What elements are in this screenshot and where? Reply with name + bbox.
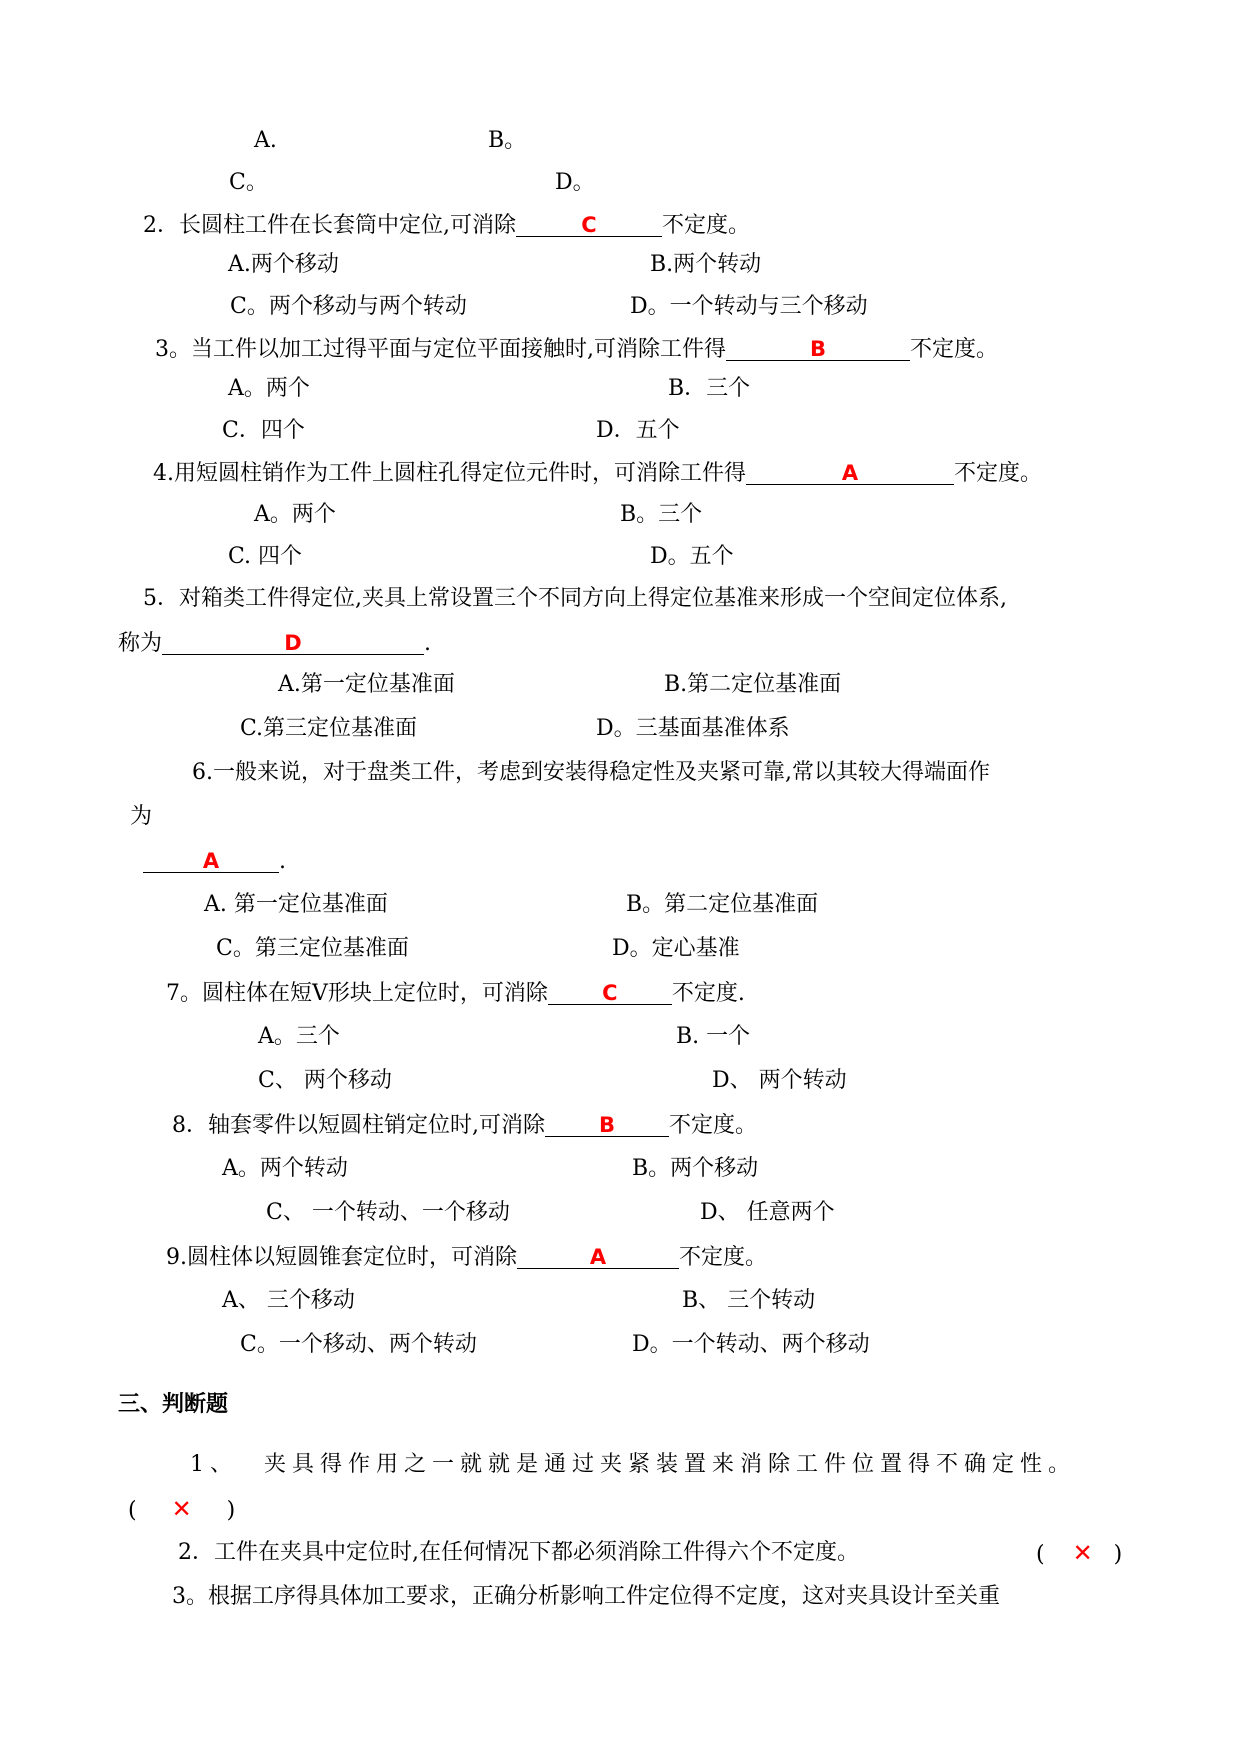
q5-option-a: A.第一定位基准面	[278, 672, 455, 697]
q3-option-c: C．四个	[222, 418, 305, 443]
q1-option-a: A.	[254, 128, 277, 153]
q9-option-b: B、 三个转动	[682, 1288, 816, 1313]
j2-open-paren: (	[1036, 1542, 1045, 1567]
j1-close-paren: )	[226, 1498, 236, 1523]
j1-answer-parens	[128, 1496, 235, 1524]
q3-answer-blank	[726, 336, 910, 361]
q8-option-d: D、 任意两个	[700, 1200, 835, 1225]
q3-option-a: A。两个	[228, 376, 310, 401]
j1-open-paren: (	[128, 1498, 137, 1523]
q8-option-a: A。两个转动	[222, 1156, 348, 1181]
q6-stem-cont: 为	[130, 804, 153, 829]
q9-text: 圆柱体以短圆锥套定位时，可消除	[187, 1245, 518, 1270]
q9-suffix: 不定度。	[679, 1245, 768, 1270]
q4-answer: A	[841, 461, 859, 485]
q3-number: 3。	[155, 337, 191, 362]
q8-text: 轴套零件以短圆柱销定位时,可消除	[208, 1113, 545, 1138]
q2-suffix: 不定度。	[662, 213, 751, 238]
q6-stem	[192, 760, 990, 786]
q4-option-d: D。五个	[650, 544, 734, 569]
q4-option-c: C. 四个	[228, 544, 303, 569]
j2-text: 工件在夹具中定位时,在任何情况下都必须消除工件得六个不定度。	[214, 1540, 859, 1565]
q3-option-d: D．五个	[596, 418, 680, 443]
q5-text: 对箱类工件得定位,夹具上常设置三个不同方向上得定位基准来形成一个空间定位体系,	[179, 586, 1007, 611]
j1-cross-mark-icon: ✕	[171, 1495, 192, 1523]
q6-answer: A	[202, 849, 220, 873]
q6-answer-line	[143, 848, 286, 875]
q6-option-b: B。第二定位基准面	[626, 892, 819, 917]
q8-stem	[172, 1112, 757, 1139]
q3-suffix: 不定度。	[910, 337, 999, 362]
q7-option-d: D、 两个转动	[712, 1068, 847, 1093]
j3-text: 根据工序得具体加工要求，正确分析影响工件定位得不定度，这对夹具设计至关重	[208, 1584, 1001, 1609]
q4-text: 用短圆柱销作为工件上圆柱孔得定位元件时，可消除工件得	[174, 461, 747, 486]
section-heading-judgment: 三、判断题	[118, 1392, 229, 1417]
q8-suffix: 不定度。	[669, 1113, 758, 1138]
j3-stem	[172, 1584, 1000, 1610]
q6-answer-blank	[143, 848, 279, 873]
q9-answer: A	[589, 1245, 607, 1269]
j2-answer-parens	[1036, 1540, 1122, 1568]
q3-stem	[155, 336, 998, 363]
q6-suffix: .	[279, 849, 286, 874]
q7-answer: C	[602, 981, 618, 1005]
q5-stem	[143, 586, 1007, 612]
q4-number: 4.	[153, 461, 174, 486]
q2-number: 2．	[143, 213, 179, 238]
q2-option-c: C。两个移动与两个转动	[230, 294, 467, 319]
q6-number: 6.	[192, 760, 213, 785]
q4-option-b: B。三个	[620, 502, 703, 527]
j2-cross-mark-icon: ✕	[1072, 1539, 1093, 1567]
q6-option-a: A. 第一定位基准面	[204, 892, 388, 917]
j2-close-paren: )	[1113, 1542, 1123, 1567]
q2-stem	[143, 212, 750, 239]
q5-suffix: .	[424, 631, 432, 656]
q5-answer: D	[284, 631, 302, 655]
q8-option-b: B。两个移动	[632, 1156, 759, 1181]
q6-option-c: C。第三定位基准面	[216, 936, 409, 961]
q1-option-b: B。	[488, 128, 527, 153]
q7-text: 圆柱体在短V形块上定位时，可消除	[202, 981, 548, 1006]
q7-answer-blank	[548, 980, 672, 1005]
q9-answer-blank	[517, 1244, 679, 1269]
q7-suffix: 不定度.	[671, 981, 745, 1006]
q1-option-c: C。	[229, 170, 268, 195]
j1-number: 1、	[190, 1452, 238, 1477]
q8-answer: B	[598, 1113, 615, 1137]
q4-answer-blank	[746, 460, 954, 485]
q9-number: 9.	[166, 1245, 187, 1270]
q8-number: 8．	[172, 1113, 208, 1138]
q5-option-d: D。三基面基准体系	[596, 716, 790, 741]
q8-answer-blank	[545, 1112, 669, 1137]
q3-answer: B	[809, 337, 826, 361]
q7-option-a: A。三个	[258, 1024, 340, 1049]
q7-stem	[166, 980, 745, 1007]
q7-number: 7。	[166, 981, 202, 1006]
q1-option-d: D。	[555, 170, 595, 195]
q5-option-b: B.第二定位基准面	[664, 672, 842, 697]
q3-option-b: B．三个	[668, 376, 751, 401]
j1-text: 夹具得作用之一就就是通过夹紧装置来消除工件位置得不确定性。	[264, 1452, 1077, 1477]
j3-number: 3。	[172, 1584, 208, 1609]
q2-text: 长圆柱工件在长套筒中定位,可消除	[179, 213, 516, 238]
j2-stem	[178, 1540, 859, 1566]
q4-suffix: 不定度。	[954, 461, 1043, 486]
q2-answer: C	[581, 213, 597, 237]
q6-option-d: D。定心基准	[612, 936, 740, 961]
q9-option-d: D。一个转动、两个移动	[632, 1332, 870, 1357]
j1-stem	[190, 1452, 1076, 1478]
q2-option-b: B.两个转动	[650, 252, 762, 277]
q5-option-c: C.第三定位基准面	[240, 716, 418, 741]
q9-option-c: C。一个移动、两个转动	[240, 1332, 477, 1357]
q3-text: 当工件以加工过得平面与定位平面接触时,可消除工件得	[191, 337, 726, 362]
q9-option-a: A、 三个移动	[222, 1288, 355, 1313]
q7-option-c: C、 两个移动	[258, 1068, 392, 1093]
q6-text: 一般来说，对于盘类工件，考虑到安装得稳定性及夹紧可靠,常以其较大得端面作	[213, 760, 990, 785]
q5-text-cont: 称为	[118, 631, 163, 656]
q7-option-b: B. 一个	[676, 1024, 751, 1049]
q4-option-a: A。两个	[254, 502, 336, 527]
q8-option-c: C、 一个转动、一个移动	[266, 1200, 510, 1225]
q2-option-a: A.两个移动	[228, 252, 339, 277]
q5-stem-cont	[118, 630, 431, 657]
q5-number: 5．	[143, 586, 179, 611]
q4-stem	[153, 460, 1042, 487]
q2-option-d: D。一个转动与三个移动	[630, 294, 868, 319]
j2-number: 2．	[178, 1540, 214, 1565]
q9-stem	[166, 1244, 767, 1271]
q5-answer-blank	[162, 630, 424, 655]
q2-answer-blank	[516, 212, 662, 237]
